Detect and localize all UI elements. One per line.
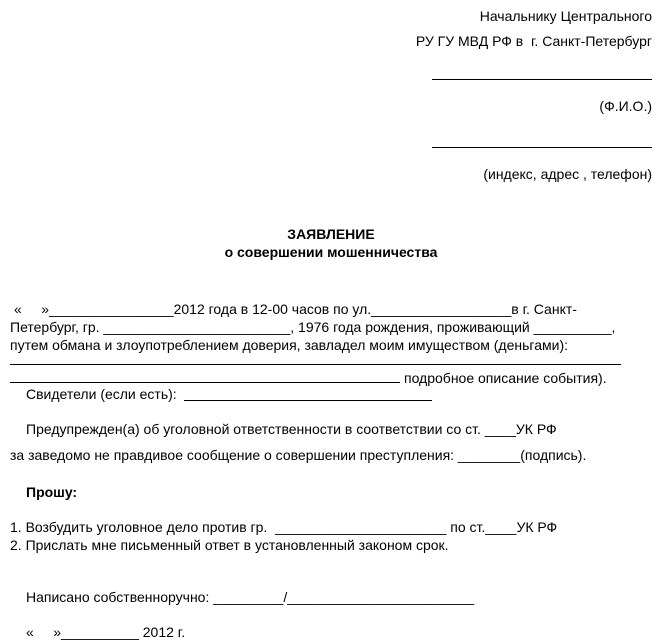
addressee-line-1: Начальнику Центрального <box>479 8 652 24</box>
warning-line-1: Предупрежден(а) об уголовной ответственности в соответствии со ст. ____УК РФ <box>26 421 557 437</box>
document-subtitle: о совершении мошенничества <box>224 244 438 260</box>
fio-blank-line <box>432 79 652 80</box>
document-title: ЗАЯВЛЕНИЕ <box>287 226 375 242</box>
addressee-line-2: РУ ГУ МВД РФ в г. Санкт-Петербург <box>415 33 652 49</box>
witnesses-blank-line <box>184 400 432 401</box>
request-item-2: 2. Прислать мне письменный ответ в установленный законом срок. <box>10 537 449 553</box>
description-caption: подробное описание события). <box>404 370 607 386</box>
witnesses-label: Свидетели (если есть): <box>26 386 177 402</box>
contact-caption: (индекс, адрес , телефон) <box>483 166 652 182</box>
body-line-3: путем обмана и злоупотреблением доверия, завладел моим имуществом (деньгами): <box>10 337 568 353</box>
description-blank-line-2 <box>10 382 400 383</box>
handwritten-signature-line: Написано собственноручно: _________/________________________ <box>26 589 475 605</box>
request-item-1: 1. Возбудить уголовное дело против гр. ______________________ по ст.____УК РФ <box>10 519 558 535</box>
contact-blank-line <box>432 147 652 148</box>
body-line-2: Петербург, гр. ________________________, 1976 года рождения, проживающий __________, <box>10 319 616 335</box>
body-line-1: « »________________2012 года в 12-00 часов по ул.__________________в г. Санкт- <box>14 301 577 317</box>
description-blank-line-1 <box>10 364 621 365</box>
date-line: « »__________ 2012 г. <box>26 624 186 640</box>
warning-line-2: за заведомо не правдивое сообщение о совершении преступления: ________(подпись). <box>10 447 587 463</box>
request-heading: Прошу: <box>26 484 78 500</box>
fio-caption: (Ф.И.О.) <box>599 98 652 114</box>
